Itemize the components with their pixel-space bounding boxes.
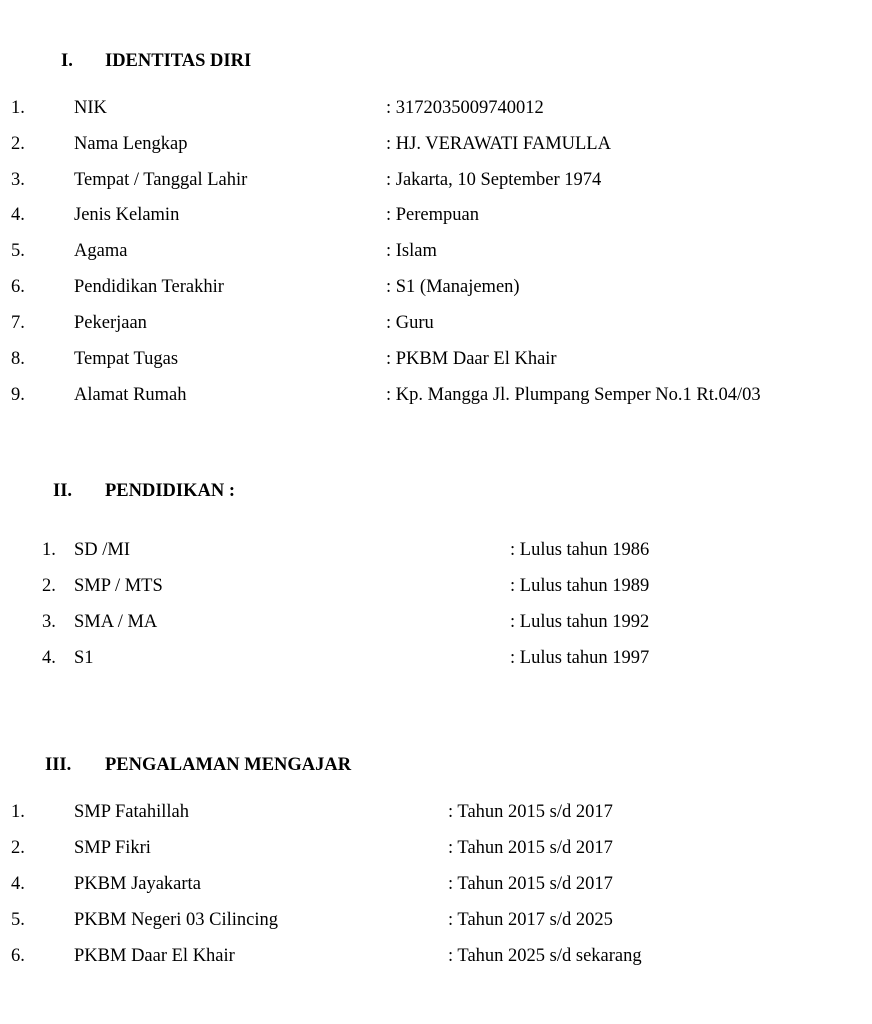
- identitas-row-number: 6.: [11, 277, 25, 297]
- pendidikan-row-value: : Lulus tahun 1992: [510, 612, 650, 632]
- pendidikan-row-label: SMA / MA: [74, 612, 158, 632]
- identitas-row-label: Pendidikan Terakhir: [74, 277, 224, 297]
- identitas-row-number: 8.: [11, 349, 25, 369]
- identitas-row-number: 2.: [11, 134, 25, 154]
- identitas-row-value: : Perempuan: [386, 205, 479, 225]
- pengalaman-row-value: : Tahun 2025 s/d sekarang: [448, 946, 642, 966]
- section-pengalaman-numeral: III.: [45, 755, 72, 775]
- identitas-row-value: : Kp. Mangga Jl. Plumpang Semper No.1 Rt.04/03: [386, 385, 761, 405]
- identitas-row-label: Tempat Tugas: [74, 349, 179, 369]
- identitas-row-label: Pekerjaan: [74, 313, 147, 333]
- pendidikan-row-number: 1.: [42, 540, 56, 560]
- pengalaman-row-label: PKBM Daar El Khair: [74, 946, 235, 966]
- section-pengalaman-title: PENGALAMAN MENGAJAR: [105, 755, 352, 775]
- identitas-row-number: 7.: [11, 313, 25, 333]
- pengalaman-row-value: : Tahun 2015 s/d 2017: [448, 838, 613, 858]
- pengalaman-row-label: PKBM Negeri 03 Cilincing: [74, 910, 279, 930]
- identitas-row-label: NIK: [74, 98, 107, 118]
- pengalaman-row-number: 6.: [11, 946, 25, 966]
- identitas-row-value: : Islam: [386, 241, 437, 261]
- pendidikan-row-value: : Lulus tahun 1997: [510, 648, 650, 668]
- identitas-row-number: 5.: [11, 241, 25, 261]
- identitas-row-number: 9.: [11, 385, 25, 405]
- pendidikan-row-label: SMP / MTS: [74, 576, 163, 596]
- pengalaman-row-value: : Tahun 2015 s/d 2017: [448, 874, 613, 894]
- pengalaman-row-number: 5.: [11, 910, 25, 930]
- identitas-row-number: 1.: [11, 98, 25, 118]
- identitas-row-value: : S1 (Manajemen): [386, 277, 520, 297]
- section-identitas-numeral: I.: [61, 51, 73, 71]
- identitas-row-value: : PKBM Daar El Khair: [386, 349, 557, 369]
- section-pendidikan-numeral: II.: [53, 481, 73, 501]
- pengalaman-row-number: 2.: [11, 838, 25, 858]
- pengalaman-row-label: PKBM Jayakarta: [74, 874, 201, 894]
- pendidikan-row-label: SD /MI: [74, 540, 131, 560]
- identitas-row-value: : HJ. VERAWATI FAMULLA: [386, 134, 611, 154]
- identitas-row-value: : 3172035009740012: [386, 98, 544, 118]
- pendidikan-row-label: S1: [74, 648, 94, 668]
- identitas-row-label: Jenis Kelamin: [74, 205, 180, 225]
- section-pendidikan-title: PENDIDIKAN :: [105, 481, 236, 501]
- identitas-row-number: 4.: [11, 205, 25, 225]
- section-identitas-title: IDENTITAS DIRI: [105, 51, 252, 71]
- pengalaman-row-number: 4.: [11, 874, 25, 894]
- pengalaman-row-number: 1.: [11, 802, 25, 822]
- pengalaman-row-value: : Tahun 2015 s/d 2017: [448, 802, 613, 822]
- pendidikan-row-value: : Lulus tahun 1986: [510, 540, 650, 560]
- identitas-row-number: 3.: [11, 170, 25, 190]
- pengalaman-row-value: : Tahun 2017 s/d 2025: [448, 910, 613, 930]
- pengalaman-row-label: SMP Fikri: [74, 838, 151, 858]
- identitas-row-label: Nama Lengkap: [74, 134, 188, 154]
- pengalaman-row-label: SMP Fatahillah: [74, 802, 189, 822]
- pendidikan-row-number: 2.: [42, 576, 56, 596]
- pendidikan-row-value: : Lulus tahun 1989: [510, 576, 650, 596]
- identitas-row-label: Agama: [74, 241, 128, 261]
- identitas-row-value: : Jakarta, 10 September 1974: [386, 170, 602, 190]
- pendidikan-row-number: 4.: [42, 648, 56, 668]
- pendidikan-row-number: 3.: [42, 612, 56, 632]
- identitas-row-value: : Guru: [386, 313, 434, 333]
- identitas-row-label: Alamat Rumah: [74, 385, 187, 405]
- identitas-row-label: Tempat / Tanggal Lahir: [74, 170, 248, 190]
